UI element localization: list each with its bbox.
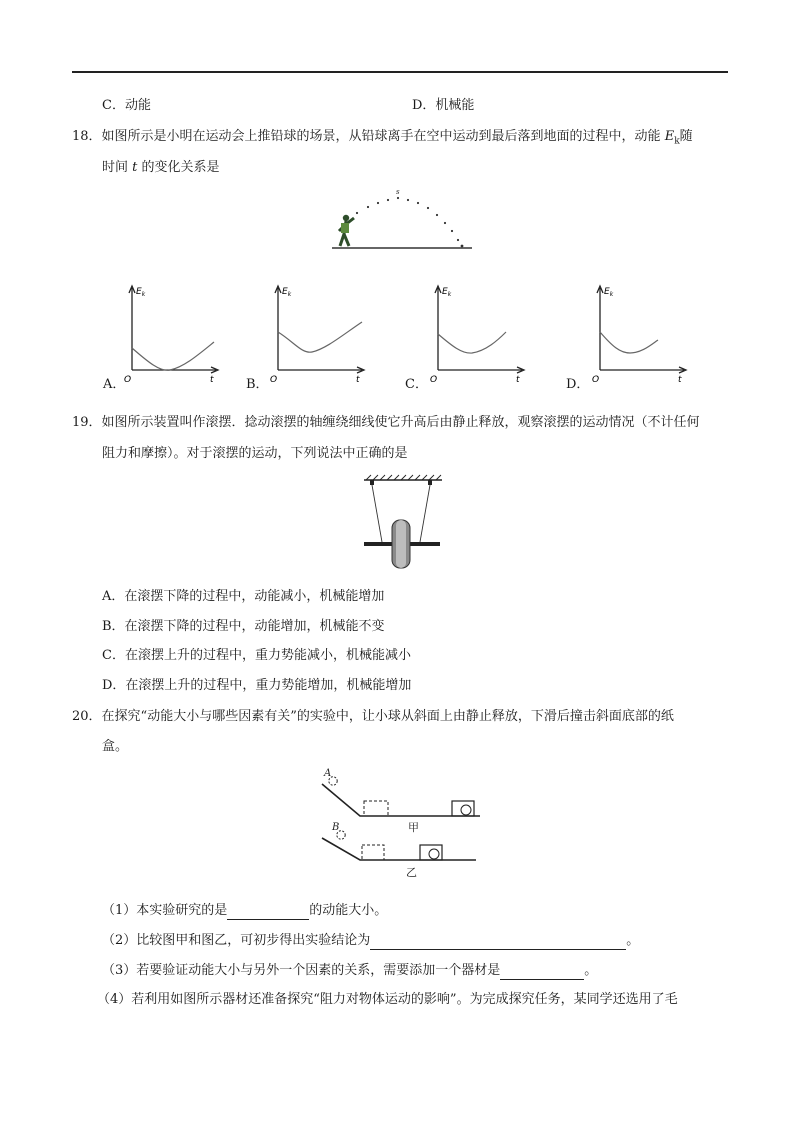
trajectory-dots [356,197,464,248]
q20-stem-line2: 盒。 [102,739,129,754]
header-rule [72,71,728,73]
q18-stem-text2: 时间 [102,160,133,175]
graph-c-x-label: t [516,375,520,385]
q18-stem-text2-end: 的变化关系是 [137,160,220,175]
incline-experiment-figure [316,764,486,880]
graph-y-subscript: k [287,291,292,298]
q19-option-b[interactable]: B．在滚摆下降的过程中，动能增加，机械能不变 [102,619,385,634]
graph-y-subscript: k [141,291,146,298]
graph-d-x-label: t [678,375,682,385]
label-a: A [324,768,332,779]
graph-a-origin: O [124,375,132,385]
q18-option-c[interactable]: C． [405,377,428,392]
q18-stem-line1 [72,128,693,151]
q18-stem-line2 [102,159,220,177]
q19-stem-line1: 19．如图所示装置叫作滚摆．捻动滚摆的轴缠绕细线使它升高后由静止释放，观察滚摆的运动情况（不计任何 [72,415,700,430]
shot-put-figure [330,188,480,254]
graph-d-y-label: $E_k$ [604,287,614,298]
q20-sub3 [102,962,597,980]
svg-text:s: s [396,188,400,196]
graph-y-subscript: k [609,291,614,298]
q17-option-c: C．动能 [102,98,151,113]
graph-c-origin: O [430,375,438,385]
maxwell-pendulum-figure [358,472,448,578]
ek-symbol: E [664,129,675,144]
q20-sub1-blank[interactable] [227,905,309,920]
label-b: B [332,822,340,833]
q19-option-c[interactable]: C．在滚摆上升的过程中，重力势能减小，机械能减小 [102,648,411,663]
graph-d [586,282,696,387]
athlete-icon [339,215,354,246]
q20-sub2-text-end: 。 [626,933,640,948]
graph-c-y-label: $E_k$ [442,287,452,298]
q18-option-d[interactable]: D． [566,377,590,392]
q20-sub3-text: （3）若要验证动能大小与另外一个因素的关系，需要添加一个器材是 [102,963,501,978]
q20-sub4: （4）若利用如图所示器材还准备探究“阻力对物体运动的影响”。为完成探究任务，某同学还选用了毛 [97,992,678,1007]
q20-sub2-text: （2）比较图甲和图乙，可初步得出实验结论为 [102,933,371,948]
graph-y-subscript: k [447,291,452,298]
t-symbol: t [132,160,138,175]
q20-sub3-blank[interactable] [500,965,584,980]
graph-a [118,282,228,387]
q20-sub1-text-end: 的动能大小。 [309,903,388,918]
q20-sub1 [102,902,387,920]
graph-c [424,282,534,387]
q19-option-a[interactable]: A．在滚摆下降的过程中，动能减小，机械能增加 [102,589,385,604]
graph-b-origin: O [270,375,278,385]
label-yi: 乙 [406,866,417,879]
q17-option-d: D．机械能 [412,98,475,113]
q18-option-a[interactable]: A． [103,377,126,392]
q20-stem-line1: 20．在探究“动能大小与哪些因素有关”的实验中，让小球从斜面上由静止释放，下滑后撞击斜面底部的纸 [72,709,674,724]
graph-b [264,282,374,387]
q18-stem-text: 18．如图所示是小明在运动会上推铅球的场景，从铅球离手在空中运动到最后落到地面的过程中，动能 [72,129,665,144]
q18-option-b[interactable]: B． [246,377,269,392]
q19-option-d[interactable]: D．在滚摆上升的过程中，重力势能增加，机械能增加 [102,678,412,693]
graph-a-y-label: $E_k$ [136,287,146,298]
graph-b-x-label: t [356,375,360,385]
graph-a-x-label: t [210,375,214,385]
q20-sub2-blank[interactable] [370,935,626,950]
q20-sub1-text: （1）本实验研究的是 [102,903,228,918]
q18-stem-text-end: 随 [679,129,693,144]
q19-stem-line2: 阻力和摩擦）。对于滚摆的运动，下列说法中正确的是 [102,446,408,461]
graph-d-origin: O [592,375,600,385]
label-jia: 甲 [408,821,419,834]
graph-b-y-label: $E_k$ [282,287,292,298]
q20-sub3-text-end: 。 [584,963,598,978]
q20-sub2 [102,932,639,950]
ek-subscript: k [674,136,680,147]
